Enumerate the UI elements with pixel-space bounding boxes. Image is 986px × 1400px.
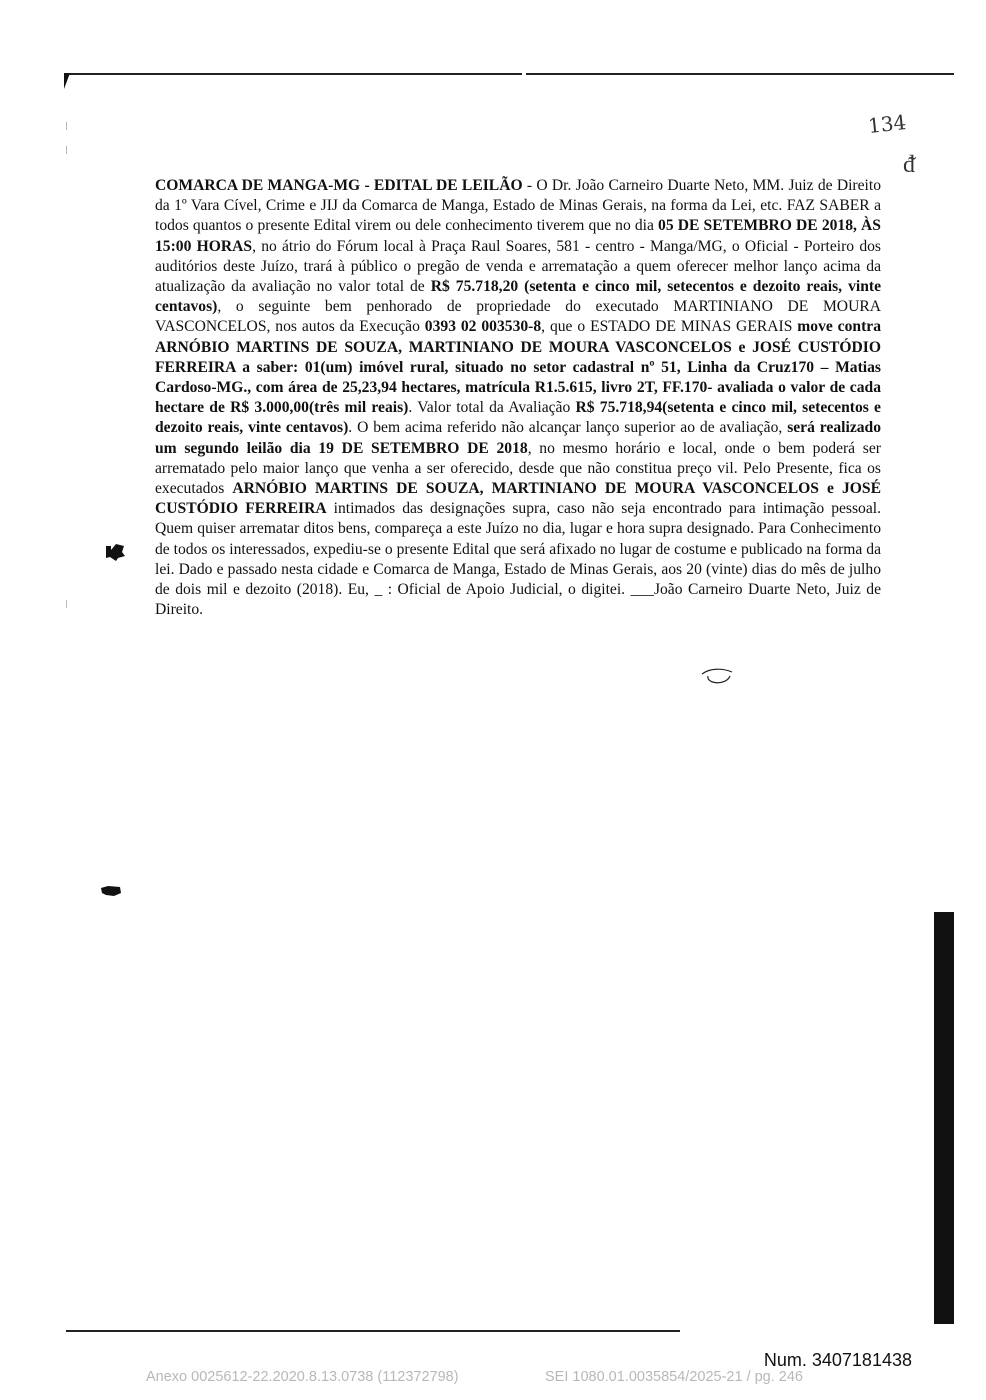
bottom-rule xyxy=(66,1330,680,1332)
case-number: 0393 02 003530-8 xyxy=(424,318,542,336)
margin-dash xyxy=(66,146,67,154)
document-number: Num. 3407181438 xyxy=(763,1350,912,1370)
edital-heading: COMARCA DE MANGA-MG - EDITAL DE LEILÃO xyxy=(155,177,523,194)
edital-text-8: intimados das designações supra, caso não seja encontrado para intimação pessoal. Quem quiser arrematar ditos bens, compareça a este Juízo no dia, lugar e hora supra designado. Para Conhecimento de todos os interessados, expediu-se o presente Edital que será afixado no lugar de costume e publicado na forma da lei. Dado e passado nesta cidade e Comarca de Manga, Estado de Minas Gerais, aos 20 (vinte) dias do mês de julho de dois mil e dezoito (2018). Eu, xyxy=(155,500,881,599)
top-rule-left xyxy=(66,73,522,75)
footer-sei-reference: SEI 1080.01.0035854/2025-21 / pg. 246 xyxy=(545,1369,803,1385)
handwritten-initial: ᵭ xyxy=(903,150,915,178)
ink-blot-icon xyxy=(104,540,126,562)
edital-text-4: , que o ESTADO DE MINAS GERAIS xyxy=(541,318,798,336)
margin-dash xyxy=(66,122,67,130)
edital-text-9: _ : Oficial de Apoio Judicial, o digitei. ___João Carneiro Duarte Neto, Juiz de Direito. xyxy=(155,581,881,619)
executed-parties: ARNÓBIO MARTINS DE SOUZA, MARTINIANO DE MOURA VASCONCELOS e JOSÉ CUSTÓDIO FERREIRA xyxy=(155,480,882,518)
corner-mark xyxy=(64,73,70,89)
footer-annex: Anexo 0025612-22.2020.8.13.0738 (112372798) xyxy=(146,1369,459,1385)
edital-body xyxy=(155,176,881,620)
edital-text-3: , o seguinte bem penhorado de propriedade do executado MARTINIANO DE MOURA VASCONCELOS, nos autos da Execução xyxy=(155,298,881,336)
edital-text-6: . O bem acima referido não alcançar lanço superior ao de avaliação, xyxy=(348,419,788,437)
edital-text-5: . Valor total da Avaliação xyxy=(408,399,576,417)
signature-mark xyxy=(700,666,736,686)
auction-date-1: 05 DE SETEMBRO DE 2018, ÀS 15:00 HORAS xyxy=(155,217,881,255)
auction-date-2: será realizado um segundo leilão dia 19 DE SETEMBRO DE 2018 xyxy=(155,419,882,457)
valuation-total-1: R$ 75.718,20 (setenta e cinco mil, setecentos e dezoito reais, vinte centavos) xyxy=(155,278,881,316)
edital-text-1: - O Dr. João Carneiro Duarte Neto, MM. Juiz de Direito da 1º Vara Cível, Crime e JIJ da Comarca de Manga, Estado de Minas Gerais, na forma da Lei, etc. FAZ SABER a todos quantos o presente Edital virem ou dele conhecimento tiverem que no dia xyxy=(155,177,881,235)
edital-text-7: , no mesmo horário e local, onde o bem poderá ser arrematado pelo maior lanço que venha a ser oferecido, desde que não constitua preço vil. Pelo Presente, fica os executados xyxy=(155,439,881,498)
scan-edge-bar xyxy=(934,912,954,1324)
handwritten-folio: 134 xyxy=(866,110,908,138)
property-description: move contra ARNÓBIO MARTINS DE SOUZA, MARTINIANO DE MOURA VASCONCELOS e JOSÉ CUSTÓDIO FERREIRA a saber: 01(um) imóvel rural, situado no setor cadastral nº 51, Linha da Cruz170 – Matias Cardoso-MG., com área de 25,23,94 hectares, matrícula R1.5.615, livro 2T, FF.170- avaliada o valor de cada hectare de R$ 3.000,00(três mil reais) xyxy=(155,318,881,417)
ink-blot-icon xyxy=(100,884,122,898)
edital-text-2: , no átrio do Fórum local à Praça Raul Soares, 581 - centro - Manga/MG, o Oficial - Porteiro dos auditórios deste Juízo, trará à público o pregão de venda e arrematação a quem oferecer melhor lanço acima da atualização da avaliação no valor total de xyxy=(155,237,881,296)
top-rule-right xyxy=(526,73,954,75)
valuation-total-2: R$ 75.718,94(setenta e cinco mil, setecentos e dezoito reais, vinte centavos) xyxy=(155,399,881,437)
margin-dash xyxy=(66,600,67,608)
